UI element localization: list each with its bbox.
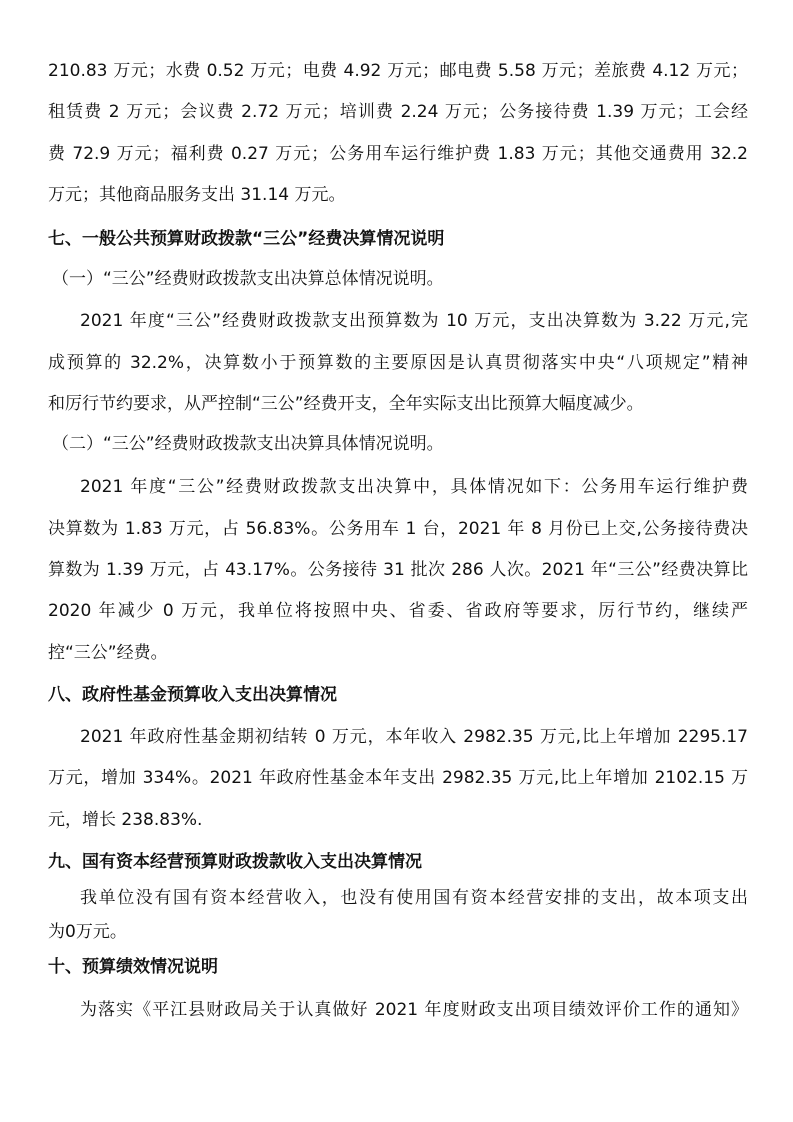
paragraph-line: 决算数为 1.83 万元，占 56.83%。公务用车 1 台，2021 年 8 月份已上交,公务接待费决	[48, 519, 748, 539]
paragraph-line: 算数为 1.39 万元，占 43.17%。公务接待 31 批次 286 人次。2021 年“三公”经费决算比	[48, 560, 748, 580]
paragraph-line: 2020 年减少 0 万元，我单位将按照中央、省委、省政府等要求，厉行节约，继续严	[48, 601, 748, 621]
paragraph-line: 和厉行节约要求，从严控制“三公”经费开支，全年实际支出比预算大幅度减少。	[48, 394, 644, 414]
paragraph-line: 2021 年度“三公”经费财政拨款支出决算中，具体情况如下：公务用车运行维护费	[80, 477, 748, 497]
paragraph-line: 成预算的 32.2%，决算数小于预算数的主要原因是认真贯彻落实中央“八项规定”精神	[48, 353, 748, 373]
paragraph-line: 费 72.9 万元；福利费 0.27 万元；公务用车运行维护费 1.83 万元；其他交通费用 32.2	[48, 144, 748, 164]
subsection-heading-7-1: （一）“三公”经费财政拨款支出决算总体情况说明。	[52, 269, 444, 289]
paragraph-line: 万元；其他商品服务支出 31.14 万元。	[48, 185, 346, 205]
paragraph-line: 2021 年政府性基金期初结转 0 万元，本年收入 2982.35 万元,比上年增加 2295.17	[80, 727, 748, 747]
section-heading-7: 七、一般公共预算财政拨款“三公”经费决算情况说明	[48, 229, 445, 249]
paragraph-line: 2021 年度“三公”经费财政拨款支出预算数为 10 万元，支出决算数为 3.22 万元,完	[80, 311, 748, 331]
section-heading-8: 八、政府性基金预算收入支出决算情况	[48, 685, 337, 705]
paragraph-line: 租赁费 2 万元；会议费 2.72 万元；培训费 2.24 万元；公务接待费 1.39 万元；工会经	[48, 102, 748, 122]
paragraph-line: 控“三公”经费。	[48, 643, 168, 663]
paragraph-line: 为落实《平江县财政局关于认真做好 2021 年度财政支出项目绩效评价工作的通知》	[80, 1000, 748, 1020]
subsection-heading-7-2: （二）“三公”经费财政拨款支出决算具体情况说明。	[52, 434, 444, 454]
paragraph-line: 万元，增加 334%。2021 年政府性基金本年支出 2982.35 万元,比上年增加 2102.15 万	[48, 768, 748, 788]
paragraph-line: 我单位没有国有资本经营收入，也没有使用国有资本经营安排的支出，故本项支出	[80, 888, 748, 908]
paragraph-line: 元，增长 238.83%.	[48, 810, 203, 830]
section-heading-9: 九、国有资本经营预算财政拨款收入支出决算情况	[48, 852, 422, 872]
paragraph-line: 为0万元。	[48, 922, 127, 942]
paragraph-line: 210.83 万元；水费 0.52 万元；电费 4.92 万元；邮电费 5.58 万元；差旅费 4.12 万元；	[48, 61, 748, 81]
section-heading-10: 十、预算绩效情况说明	[48, 957, 218, 977]
